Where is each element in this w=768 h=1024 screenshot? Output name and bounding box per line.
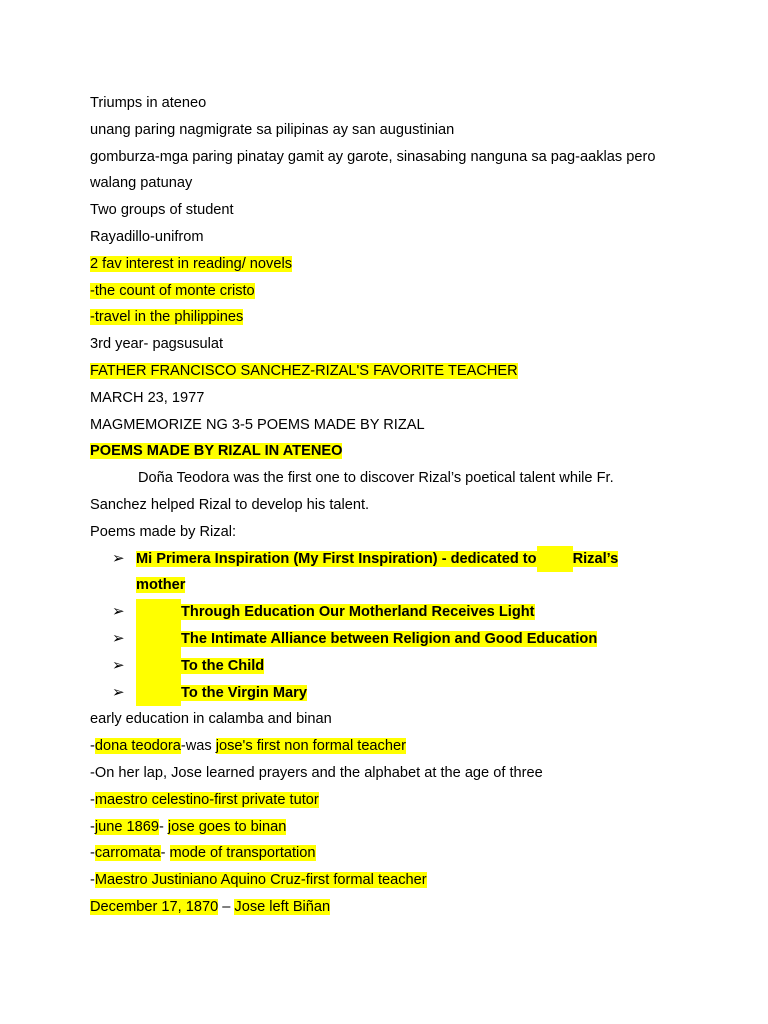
poem-title: To the Virgin Mary [181,684,307,701]
highlighted-text: 2 fav interest in reading/ novels [90,255,292,272]
note-line: MAGMEMORIZE NG 3-5 POEMS MADE BY RIZAL [90,416,425,433]
highlighted-text: FATHER FRANCISCO SANCHEZ-RIZAL'S FAVORITE TEACHER [90,362,518,379]
paragraph-line: Sanchez helped Rizal to develop his talent. [90,496,370,513]
note-line: gomburza-mga paring pinatay gamit ay garote, sinasabing nanguna sa pag-aaklas pero [90,148,656,165]
note-line: December 17, 1870 – Jose left Biñan [90,898,331,915]
note-line: Poems made by Rizal: [90,523,236,540]
note-line: -carromata- mode of transportation [90,845,316,862]
highlighted-text: jose's first non formal teacher [215,738,406,755]
note-line: -On her lap, Jose learned prayers and the alphabet at the age of three [90,764,543,781]
arrow-bullet-icon: ➢ [112,603,125,621]
arrow-bullet-icon: ➢ [112,656,125,674]
highlighted-text: dona teodora [94,738,181,755]
poem-title-cont: Rizal’s [572,550,619,567]
note-line: Rayadillo-unifrom [90,228,204,245]
arrow-bullet-icon: ➢ [112,549,125,567]
highlighted-text: june 1869 [94,818,159,835]
highlighted-text: December 17, 1870 [90,898,219,915]
note-line: -maestro celestino-first private tutor [90,791,319,808]
note-line: -june 1869- jose goes to binan [90,818,287,835]
highlighted-text: Jose left Biñan [234,898,331,915]
highlighted-text: carromata [94,845,161,862]
arrow-bullet-icon: ➢ [112,629,125,647]
poem-title: The Intimate Alliance between Religion and Good Education [181,630,598,647]
highlighted-text: jose goes to binan [167,818,287,835]
note-line: -dona teodora-was jose's first non formal teacher [90,738,406,755]
note-line: walang patunay [90,175,193,192]
poem-list-item [90,546,690,573]
highlighted-text: Maestro Justiniano Aquino Cruz-first formal teacher [94,872,427,889]
highlighted-text: -travel in the philippines [90,309,244,326]
note-line: Two groups of student [90,202,234,219]
note-line: MARCH 23, 1977 [90,389,205,406]
poem-list-item [90,653,690,680]
highlighted-text: -the count of monte cristo [90,282,255,299]
heading-triumphs: Triumps in ateneo [90,95,207,111]
poem-list-item [90,680,690,707]
poem-title: To the Child [181,657,265,674]
note-line: early education in calamba and binan [90,711,332,728]
note-line: unang paring nagmigrate sa pilipinas ay san augustinian [90,121,455,138]
arrow-bullet-icon: ➢ [112,683,125,701]
paragraph-line: Doña Teodora was the first one to discover Rizal’s poetical talent while Fr. [138,470,614,487]
section-heading: POEMS MADE BY RIZAL IN ATENEO [90,443,343,460]
poem-title: Mi Primera Inspiration (My First Inspiration) - dedicated to [136,550,537,567]
note-line: 3rd year- pagsusulat [90,336,224,353]
poem-title-cont: mother [136,577,186,594]
highlighted-text: mode of transportation [169,845,316,862]
note-line: -Maestro Justiniano Aquino Cruz-first formal teacher [90,872,427,889]
document-page [90,90,690,921]
poem-title: Through Education Our Motherland Receives Light [181,604,535,621]
highlighted-text: maestro celestino-first private tutor [94,791,319,808]
poem-list-item [90,626,690,653]
poem-list-item [90,599,690,626]
